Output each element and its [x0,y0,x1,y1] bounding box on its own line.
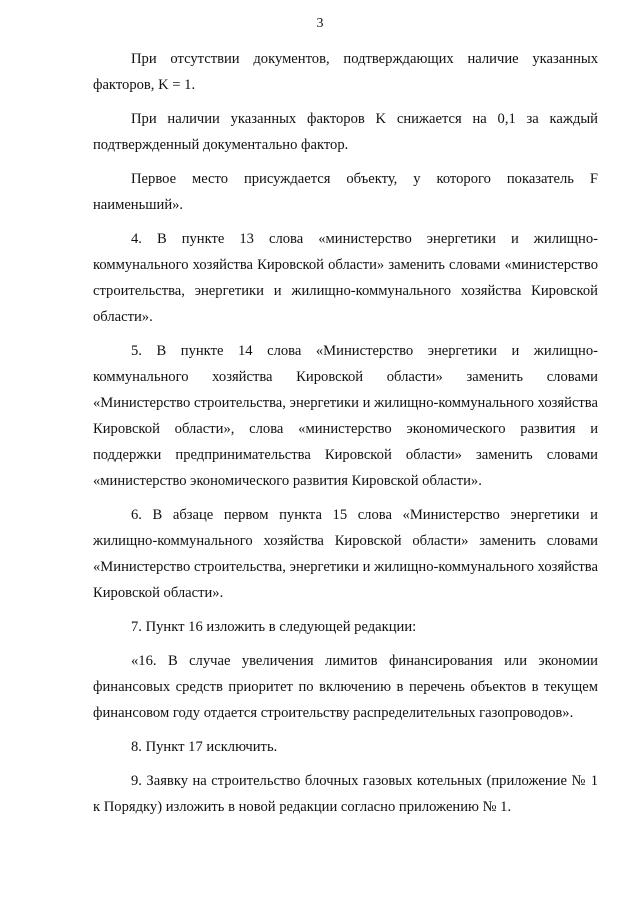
paragraph-k-reduction: При наличии указанных факторов K снижается на 0,1 за каждый подтвержденный документально фактор. [93,111,598,153]
paragraph-item-4: 4. В пункте 13 слова «министерство энергетики и жилищно-коммунального хозяйства Кировской области» заменить словами «министерство строительства, энергетики и жилищно-коммунального хозяйства Кировской области». [93,231,598,325]
paragraph-item-6: 6. В абзаце первом пункта 15 слова «Министерство энергетики и жилищно-коммунального хозяйства Кировской области» заменить словами «Министерство строительства, энергетики и жилищно-коммунального хозяйства Кировской области». [93,507,598,601]
paragraph-first-place: Первое место присуждается объекту, у которого показатель F наименьший». [93,171,598,213]
paragraph-k-absent: При отсутствии документов, подтверждающих наличие указанных факторов, K = 1. [93,51,598,93]
paragraph-item-8: 8. Пункт 17 исключить. [131,739,278,755]
paragraph-item-5: 5. В пункте 14 слова «Министерство энергетики и жилищно-коммунального хозяйства Кировской области» заменить словами «Министерство строительства, энергетики и жилищно-коммунального хозяйства Кировской области», слова «министерство экономического развития и поддержки предпринимательства Кировской области» заменить словами «министерство экономического развития Кировской области». [93,343,598,489]
paragraph-item-9: 9. Заявку на строительство блочных газовых котельных (приложение № 1 к Порядку) изложить в новой редакции согласно приложению № 1. [93,773,598,815]
paragraph-item-7: 7. Пункт 16 изложить в следующей редакции: [131,619,417,635]
page-number: 3 [316,16,324,31]
paragraph-item-16-text: «16. В случае увеличения лимитов финансирования или экономии финансовых средств приоритет по включению в перечень объектов в текущем финансовом году отдается строительству распределительных газопроводов». [93,653,598,721]
document-body [93,46,598,828]
